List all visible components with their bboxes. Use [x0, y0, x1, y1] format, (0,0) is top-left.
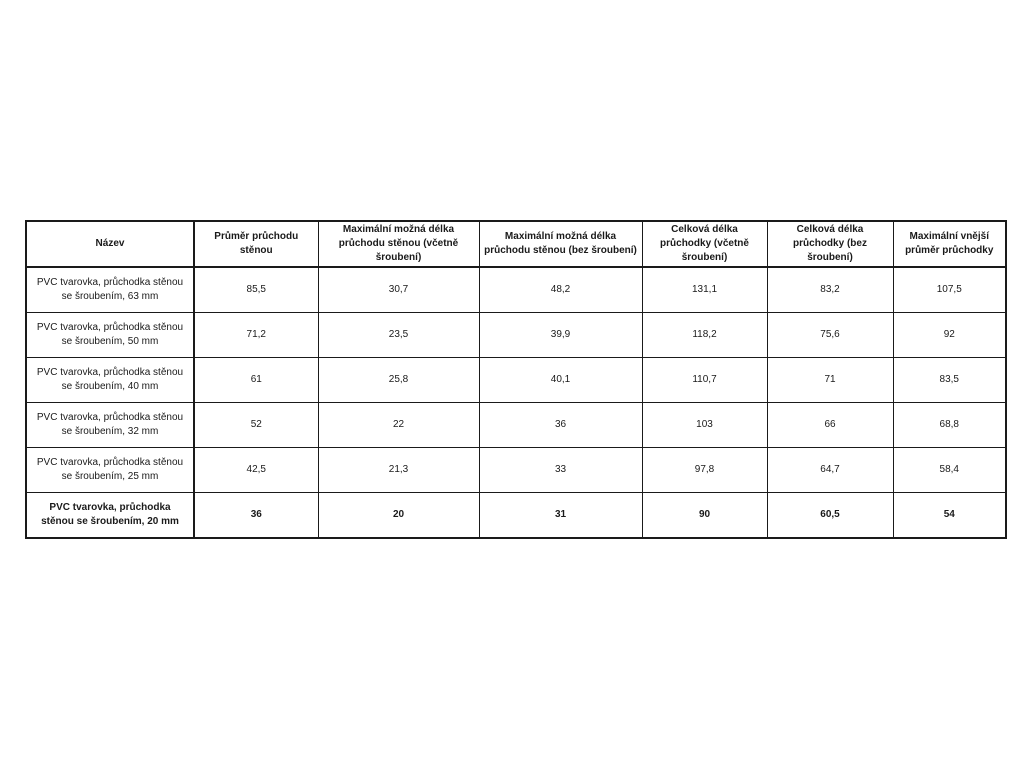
cell-total-length-without-fitting: 75,6 [767, 313, 893, 358]
header-max-outer-diameter: Maximální vnější průměr průchodky [893, 221, 1006, 267]
specification-table [25, 220, 1007, 539]
cell-total-length-with-fitting: 97,8 [642, 448, 767, 493]
cell-max-outer-diameter: 83,5 [893, 358, 1006, 403]
cell-total-length-without-fitting: 60,5 [767, 493, 893, 539]
cell-total-length-without-fitting: 83,2 [767, 267, 893, 313]
cell-max-length-with-fitting: 20 [318, 493, 479, 539]
cell-max-length-without-fitting: 31 [479, 493, 642, 539]
cell-max-outer-diameter: 54 [893, 493, 1006, 539]
cell-wall-passage-diameter: 36 [194, 493, 318, 539]
cell-max-outer-diameter: 92 [893, 313, 1006, 358]
cell-product-name: PVC tvarovka, průchodka stěnou se šroubením, 25 mm [26, 448, 194, 493]
cell-wall-passage-diameter: 52 [194, 403, 318, 448]
table-row [26, 358, 1006, 403]
cell-max-length-without-fitting: 39,9 [479, 313, 642, 358]
cell-max-length-with-fitting: 30,7 [318, 267, 479, 313]
cell-max-outer-diameter: 58,4 [893, 448, 1006, 493]
cell-max-outer-diameter: 68,8 [893, 403, 1006, 448]
cell-total-length-with-fitting: 118,2 [642, 313, 767, 358]
cell-total-length-with-fitting: 131,1 [642, 267, 767, 313]
cell-total-length-with-fitting: 90 [642, 493, 767, 539]
cell-total-length-with-fitting: 103 [642, 403, 767, 448]
cell-wall-passage-diameter: 61 [194, 358, 318, 403]
cell-max-length-with-fitting: 21,3 [318, 448, 479, 493]
table-row-highlighted [26, 493, 1006, 539]
cell-max-outer-diameter: 107,5 [893, 267, 1006, 313]
cell-product-name: PVC tvarovka, průchodka stěnou se šroubením, 40 mm [26, 358, 194, 403]
header-max-length-without-fitting: Maximální možná délka průchodu stěnou (bez šroubení) [479, 221, 642, 267]
cell-max-length-with-fitting: 23,5 [318, 313, 479, 358]
cell-total-length-without-fitting: 71 [767, 358, 893, 403]
cell-max-length-with-fitting: 25,8 [318, 358, 479, 403]
cell-wall-passage-diameter: 42,5 [194, 448, 318, 493]
table-row [26, 267, 1006, 313]
header-max-length-with-fitting: Maximální možná délka průchodu stěnou (včetně šroubení) [318, 221, 479, 267]
header-name: Název [26, 221, 194, 267]
cell-max-length-with-fitting: 22 [318, 403, 479, 448]
cell-max-length-without-fitting: 33 [479, 448, 642, 493]
cell-wall-passage-diameter: 71,2 [194, 313, 318, 358]
cell-total-length-with-fitting: 110,7 [642, 358, 767, 403]
cell-total-length-without-fitting: 64,7 [767, 448, 893, 493]
table-row [26, 313, 1006, 358]
cell-max-length-without-fitting: 36 [479, 403, 642, 448]
cell-total-length-without-fitting: 66 [767, 403, 893, 448]
header-total-length-without-fitting: Celková délka průchodky (bez šroubení) [767, 221, 893, 267]
cell-wall-passage-diameter: 85,5 [194, 267, 318, 313]
cell-max-length-without-fitting: 48,2 [479, 267, 642, 313]
header-wall-passage-diameter: Průměr průchodu stěnou [194, 221, 318, 267]
table-row [26, 448, 1006, 493]
cell-product-name: PVC tvarovka, průchodka stěnou se šroubením, 63 mm [26, 267, 194, 313]
header-total-length-with-fitting: Celková délka průchodky (včetně šroubení) [642, 221, 767, 267]
cell-product-name: PVC tvarovka, průchodka stěnou se šroubením, 50 mm [26, 313, 194, 358]
table-header-row [26, 221, 1006, 267]
cell-max-length-without-fitting: 40,1 [479, 358, 642, 403]
cell-product-name: PVC tvarovka, průchodka stěnou se šroubením, 32 mm [26, 403, 194, 448]
cell-product-name: PVC tvarovka, průchodka stěnou se šroubením, 20 mm [26, 493, 194, 539]
table-row [26, 403, 1006, 448]
